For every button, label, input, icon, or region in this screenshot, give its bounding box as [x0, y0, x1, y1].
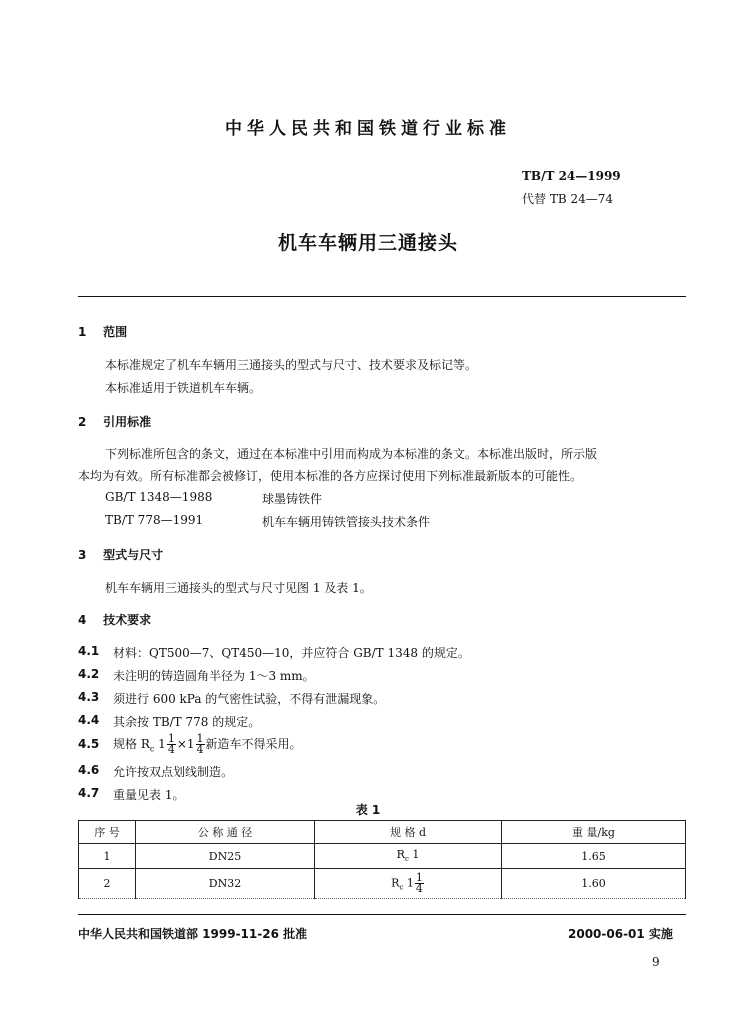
clause-text: 重量见表 1。 — [113, 788, 185, 802]
spec-value: 1 — [412, 848, 420, 862]
fraction-denominator: 4 — [167, 743, 175, 756]
header-cell: 序 号 — [79, 821, 136, 844]
fraction-numerator: 1 — [415, 871, 423, 884]
section-number: 1 — [78, 325, 87, 339]
spec-whole: 1 — [158, 737, 166, 751]
spec-r: R — [396, 848, 405, 862]
spec-sub: c — [404, 855, 409, 864]
paragraph: 本标准规定了机车车辆用三通接头的型式与尺寸、技术要求及标记等。 — [105, 358, 478, 372]
paragraph: 本均为有效。所有标准都会被修订，使用本标准的各方应探讨使用下列标准最新版本的可能性。 — [78, 469, 583, 483]
clause-text: 材料：QT500—7、QT450—10，并应符合 GB/T 1348 的规定。 — [113, 646, 470, 660]
document-title: 机车车辆用三通接头 — [277, 232, 458, 254]
section-title: 范围 — [103, 325, 128, 339]
section-2-heading — [78, 413, 151, 430]
implementation-date: 2000-06-01 实施 — [568, 927, 673, 941]
section-number: 3 — [78, 548, 87, 562]
replaces-code: 代替 TB 24—74 — [522, 192, 613, 206]
section-title: 型式与尺寸 — [103, 548, 164, 562]
reference-code: GB/T 1348—1988 — [105, 490, 213, 504]
cell-no: 1 — [79, 844, 136, 869]
cell-dn: DN32 — [136, 869, 315, 899]
fraction-denominator: 4 — [196, 743, 204, 756]
clause-text-spec — [113, 729, 302, 764]
spec-r: R — [391, 876, 400, 890]
table-row — [79, 844, 686, 869]
section-1-heading — [78, 323, 127, 340]
fraction-numerator: 1 — [196, 732, 204, 745]
clause-text: 其余按 TB/T 778 的规定。 — [113, 715, 261, 729]
spec-sub: c — [399, 883, 404, 892]
clause-number: 4.7 — [78, 786, 100, 800]
spec-suffix: 新造车不得采用。 — [205, 737, 302, 751]
section-title: 引用标准 — [103, 415, 152, 429]
paragraph: 下列标准所包含的条文，通过在本标准中引用而构成为本标准的条文。本标准出版时，所示版 — [105, 447, 598, 461]
standard-code: TB/T 24—1999 — [522, 169, 621, 183]
spec-subscript: c — [149, 744, 155, 754]
clause-number: 4.6 — [78, 763, 100, 777]
header-cell: 重 量/kg — [502, 821, 686, 844]
cell-weight: 1.60 — [502, 869, 686, 899]
standard-category-title: 中华人民共和国铁道行业标准 — [225, 119, 511, 139]
fraction — [196, 734, 205, 755]
cell-spec — [315, 869, 502, 899]
table-header-row — [79, 821, 686, 844]
paragraph: 本标准适用于铁道机车车辆。 — [105, 381, 262, 395]
footer-rule — [78, 914, 686, 915]
clause-number: 4.5 — [78, 737, 100, 751]
reference-code: TB/T 778—1991 — [105, 513, 204, 527]
weight-table — [78, 820, 686, 899]
section-3-heading — [78, 546, 163, 563]
paragraph: 机车车辆用三通接头的型式与尺寸见图 1 及表 1。 — [105, 581, 372, 595]
section-4-heading — [78, 611, 151, 628]
fraction-denominator: 4 — [415, 882, 423, 895]
section-number: 4 — [78, 613, 87, 627]
table-caption: 表 1 — [355, 803, 381, 817]
clause-number: 4.2 — [78, 667, 100, 681]
reference-name: 球墨铸铁件 — [262, 492, 323, 506]
spec-value: 1 — [406, 876, 414, 890]
table-row — [79, 869, 686, 899]
approval-line: 中华人民共和国铁道部 1999-11-26 批准 — [78, 927, 308, 941]
cell-weight: 1.65 — [502, 844, 686, 869]
clause-text: 须进行 600 kPa 的气密性试验，不得有泄漏现象。 — [113, 692, 386, 706]
cell-dn: DN25 — [136, 844, 315, 869]
fraction-numerator: 1 — [167, 732, 175, 745]
spec-times: ×1 — [176, 737, 195, 751]
section-number: 2 — [78, 415, 87, 429]
fraction — [167, 734, 176, 755]
cell-no: 2 — [79, 869, 136, 899]
clause-text: 未注明的铸造圆角半径为 1～3 mm。 — [113, 669, 315, 683]
fraction — [415, 873, 424, 894]
clause-number: 4.3 — [78, 690, 100, 704]
spec-prefix: 规格 R — [113, 737, 150, 751]
header-cell: 规 格 d — [315, 821, 502, 844]
reference-name: 机车车辆用铸铁管接头技术条件 — [262, 515, 431, 529]
clause-number: 4.1 — [78, 644, 100, 658]
clause-text: 允许按双点划线制造。 — [113, 765, 234, 779]
header-cell: 公 称 通 径 — [136, 821, 315, 844]
cell-spec — [315, 844, 502, 869]
section-title: 技术要求 — [103, 613, 152, 627]
clause-number: 4.4 — [78, 713, 100, 727]
page-number: 9 — [652, 955, 660, 969]
header-rule — [78, 296, 686, 297]
